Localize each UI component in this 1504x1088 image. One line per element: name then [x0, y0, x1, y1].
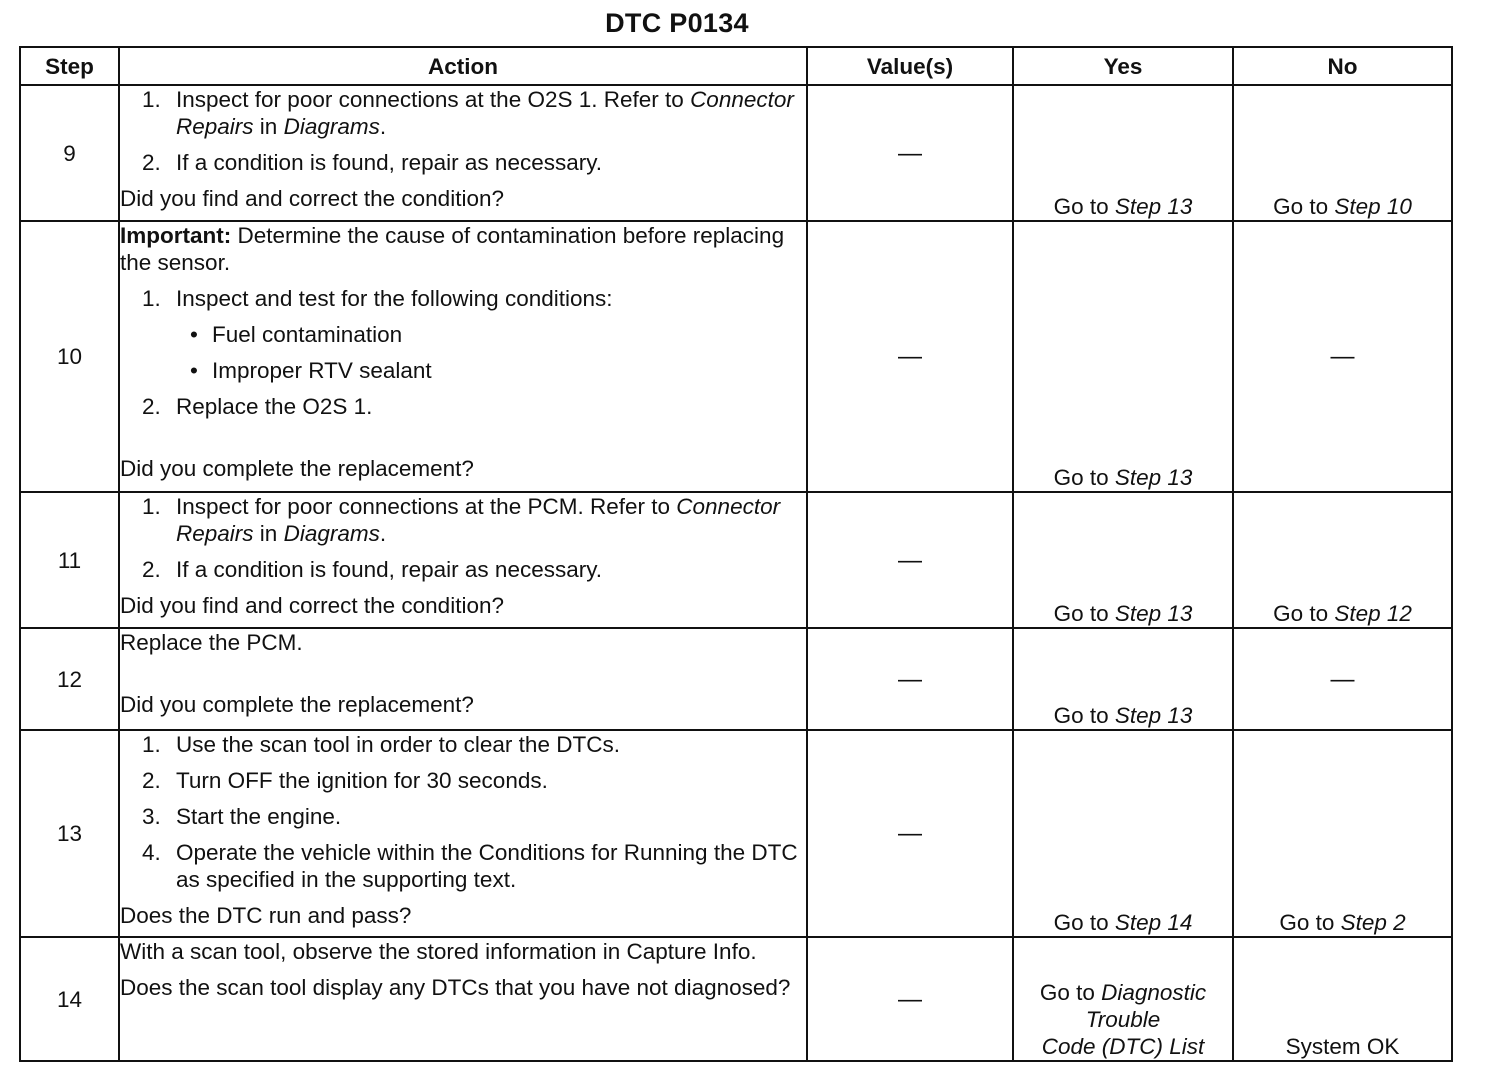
yes-cell [1013, 730, 1233, 937]
list-item [120, 731, 806, 758]
bullet-text: Fuel contamination [212, 322, 403, 347]
action-cell [119, 937, 807, 1061]
table-row [20, 730, 1452, 937]
goto-text: Go to [1053, 910, 1109, 935]
action-cell [119, 85, 807, 221]
reference-link[interactable]: Diagrams [283, 521, 380, 546]
bullet-item [120, 357, 806, 384]
table-row [20, 628, 1452, 730]
question-text: Did you find and correct the condition? [120, 186, 504, 211]
no-cell [1233, 85, 1452, 221]
yes-cell [1013, 85, 1233, 221]
list-item [120, 556, 806, 583]
list-item [120, 149, 806, 176]
no-cell [1233, 730, 1452, 937]
action-text: If a condition is found, repair as necessary. [176, 150, 603, 175]
goto-text: Go to [1053, 601, 1109, 626]
list-item [120, 839, 806, 893]
bullet-glyph: • [190, 358, 198, 383]
step-number: 14 [20, 937, 119, 1061]
action-text: Start the engine. [176, 804, 342, 829]
list-item [120, 803, 806, 830]
goto-text: Go to [1039, 980, 1095, 1005]
goto-step-link[interactable]: Step 14 [1114, 910, 1193, 935]
list-number: 4. [142, 840, 161, 865]
table-row [20, 221, 1452, 492]
bullet-text: Improper RTV sealant [212, 358, 432, 383]
value-cell: — [807, 492, 1013, 628]
action-cell [119, 492, 807, 628]
list-number: 2. [142, 768, 161, 793]
step-number: 12 [20, 628, 119, 730]
action-text: Use the scan tool in order to clear the DTCs. [176, 732, 620, 757]
value-cell: — [807, 221, 1013, 492]
list-number: 2. [142, 394, 161, 419]
action-text: Turn OFF the ignition for 30 seconds. [176, 768, 548, 793]
question-text: Did you complete the replacement? [120, 456, 474, 481]
no-cell: — [1233, 221, 1452, 492]
table-row [20, 85, 1452, 221]
step-number: 10 [20, 221, 119, 492]
step-number: 11 [20, 492, 119, 628]
list-item: 1. Inspect for poor connections at the O2S 1. Refer to Connector Repairs in Diagrams. [142, 87, 794, 139]
action-text: If a condition is found, repair as necessary. [176, 557, 603, 582]
action-text: in [259, 114, 278, 139]
no-cell: System OK [1233, 937, 1452, 1061]
goto-text: Go to [1053, 194, 1109, 219]
value-cell: — [807, 628, 1013, 730]
col-header-step: Step [20, 47, 119, 85]
value-cell: — [807, 85, 1013, 221]
list-item [120, 285, 806, 312]
col-header-action: Action [119, 47, 807, 85]
table-row [20, 492, 1452, 628]
page-title: DTC P0134 [605, 8, 749, 38]
goto-step-link[interactable]: Step 10 [1334, 194, 1412, 219]
list-number: 1. [142, 87, 161, 112]
yes-cell [1013, 937, 1233, 1061]
dtc-list-link[interactable]: Code (DTC) List [1041, 1034, 1205, 1059]
col-header-values: Value(s) [807, 47, 1013, 85]
list-number: 1. [142, 286, 161, 311]
goto-text: Go to [1273, 601, 1329, 626]
table-header-row [20, 47, 1452, 85]
goto-text: Go to [1279, 910, 1335, 935]
question-text: Did you find and correct the condition? [120, 593, 504, 618]
yes-cell [1013, 492, 1233, 628]
dtc-list-link[interactable]: Diagnostic [1101, 980, 1207, 1005]
list-item: 1. Inspect for poor connections at the PCM. Refer to Connector Repairs in Diagrams. [142, 494, 781, 546]
dtc-table [19, 46, 1453, 1062]
goto-step-link[interactable]: Step 13 [1114, 601, 1193, 626]
list-item [120, 393, 806, 420]
action-text: Replace the O2S 1. [176, 394, 373, 419]
action-text: Inspect for poor connections at the O2S 1. Refer to [176, 87, 684, 112]
yes-cell [1013, 628, 1233, 730]
list-number: 1. [142, 494, 161, 519]
question-text: Does the scan tool display any DTCs that you have not diagnosed? [120, 975, 791, 1000]
action-text: Inspect and test for the following conditions: [176, 286, 613, 311]
goto-step-link[interactable]: Step 13 [1114, 465, 1193, 490]
action-text: in [259, 521, 278, 546]
step-number: 13 [20, 730, 119, 937]
action-text: Inspect for poor connections at the PCM. Refer to [176, 494, 671, 519]
goto-step-link[interactable]: Step 13 [1114, 194, 1193, 219]
action-text: Replace the PCM. [120, 630, 303, 655]
yes-cell [1013, 221, 1233, 492]
list-number: 2. [142, 150, 161, 175]
important-label: Important: [120, 223, 232, 248]
question-text: Does the DTC run and pass? [120, 903, 412, 928]
goto-step-link[interactable]: Step 13 [1114, 703, 1193, 728]
goto-text: Go to [1053, 465, 1109, 490]
goto-step-link[interactable]: Step 12 [1334, 601, 1412, 626]
goto-step-link[interactable]: Step 2 [1340, 910, 1406, 935]
bullet-glyph: • [190, 322, 198, 347]
dtc-list-link[interactable]: Trouble [1085, 1007, 1161, 1032]
table-row [20, 937, 1452, 1061]
important-text: Determine the cause of contamination before replacing the sensor. [120, 223, 785, 275]
list-number: 2. [142, 557, 161, 582]
col-header-yes: Yes [1013, 47, 1233, 85]
no-cell [1233, 492, 1452, 628]
action-text: With a scan tool, observe the stored information in Capture Info. [120, 939, 757, 964]
no-cell: — [1233, 628, 1452, 730]
action-cell [119, 221, 807, 492]
reference-link[interactable]: Connector Repairs [176, 494, 781, 546]
col-header-no: No [1233, 47, 1452, 85]
list-number: 1. [142, 732, 161, 757]
question-text: Did you complete the replacement? [120, 692, 474, 717]
list-number: 3. [142, 804, 161, 829]
important-note [120, 222, 806, 276]
goto-text: Go to [1053, 703, 1109, 728]
action-cell [119, 628, 807, 730]
reference-link[interactable]: Diagrams [283, 114, 380, 139]
list-item [120, 767, 806, 794]
value-cell: — [807, 937, 1013, 1061]
value-cell: — [807, 730, 1013, 937]
step-number: 9 [20, 85, 119, 221]
action-text: Operate the vehicle within the Conditions for Running the DTC as specified in the supporting text. [176, 840, 798, 892]
bullet-item [120, 321, 806, 348]
action-cell [119, 730, 807, 937]
reference-link[interactable]: Connector Repairs [176, 87, 794, 139]
goto-text: Go to [1273, 194, 1329, 219]
